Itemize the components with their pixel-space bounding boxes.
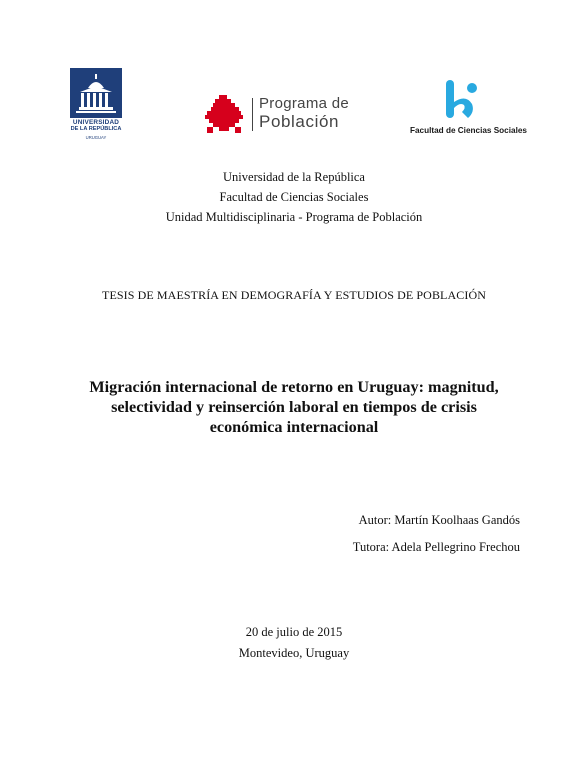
place-line: Montevideo, Uruguay [238, 646, 350, 660]
thesis-title-line2: selectividad y reinserción laboral en tiempos de crisis [111, 398, 477, 416]
thesis-type: TESIS DE MAESTRÍA EN DEMOGRAFÍA Y ESTUDIOS DE POBLACIÓN [102, 288, 486, 302]
thesis-title-line3: económica internacional [209, 418, 379, 436]
programa-logo-line2: Población [259, 112, 340, 131]
k-letter-icon [444, 80, 480, 122]
institution-university: Universidad de la República [223, 170, 365, 184]
fcs-logo-label: Facultad de Ciencias Sociales [410, 126, 527, 135]
udelar-logo-line1: UNIVERSIDAD [72, 119, 120, 126]
udelar-building-icon [70, 68, 122, 118]
udelar-logo [70, 68, 122, 148]
thesis-title-line1: Migración internacional de retorno en Uruguay: magnitud, [89, 378, 499, 396]
udelar-logo-line3: URUGUAY [85, 135, 107, 140]
udelar-logo-line2: DE LA REPÚBLICA [70, 126, 122, 132]
tutor-line: Tutora: Adela Pellegrino Frechou [352, 540, 520, 554]
logo-divider [252, 98, 253, 131]
date-line: 20 de julio de 2015 [245, 625, 343, 639]
programa-logo-line1: Programa de [259, 95, 350, 112]
programa-poblacion-logo [205, 95, 365, 135]
institution-unit: Unidad Multidisciplinaria - Programa de Población [165, 210, 423, 224]
author-line: Autor: Martín Koolhaas Gandós [358, 513, 520, 527]
red-bird-icon [205, 95, 245, 135]
thesis-title [0, 377, 588, 437]
fcs-logo [410, 80, 527, 138]
institution-faculty: Facultad de Ciencias Sociales [219, 190, 369, 204]
